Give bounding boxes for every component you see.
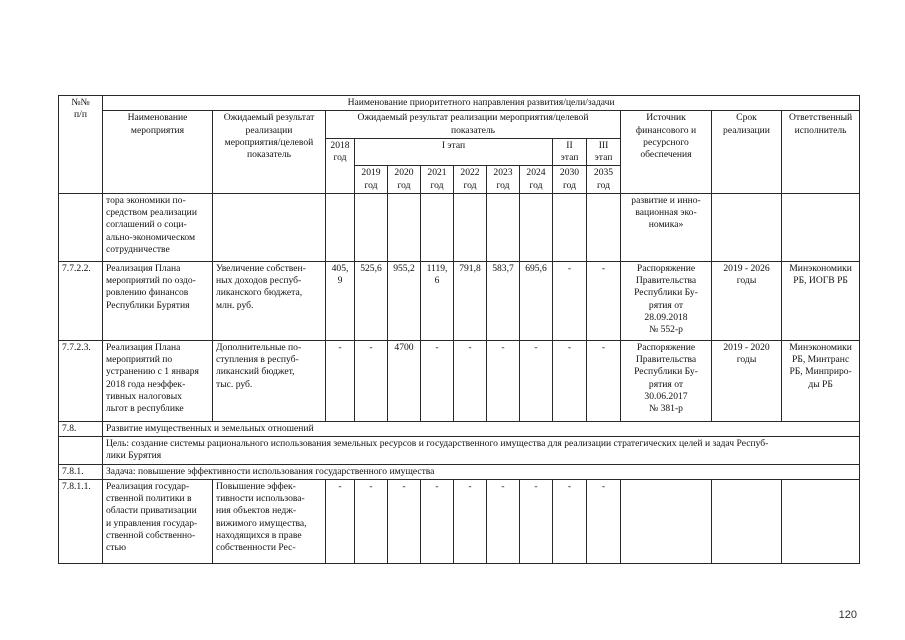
row-value [454, 193, 487, 261]
row-term [712, 479, 782, 563]
row-value: - [421, 479, 454, 563]
section-row [59, 421, 860, 436]
header-year: 2020 год [388, 166, 421, 194]
row-num: 7.8.1.1. [59, 479, 103, 563]
row-value: - [487, 479, 520, 563]
row-value: - [553, 479, 587, 563]
header-stage-1: I этап [355, 138, 553, 166]
row-responsible [782, 479, 860, 563]
row-value: 583,7 [487, 261, 520, 340]
row-value: - [520, 340, 553, 421]
row-source: развитие и инно- вационная эко- номика» [621, 193, 712, 261]
row-value: - [454, 340, 487, 421]
row-value [355, 193, 388, 261]
table-row [59, 340, 860, 421]
row-term: 2019 - 2020 годы [712, 340, 782, 421]
row-value [587, 193, 621, 261]
row-result: Увеличение собствен- ных доходов респуб- ликанского бюджета, млн. руб. [213, 261, 326, 340]
row-event-name: Реализация государ- ственной политики в области приватизации и управления государ- ственной собственно- стью [103, 479, 213, 563]
row-value: - [355, 479, 388, 563]
row-value: - [421, 340, 454, 421]
task-row [59, 464, 860, 479]
header-year-2018: 2018 год [326, 138, 355, 193]
row-term [712, 193, 782, 261]
row-value: 955,2 [388, 261, 421, 340]
row-value: 525,6 [355, 261, 388, 340]
row-value: 4700 [388, 340, 421, 421]
row-responsible: Минэкономики РБ, ИОГВ РБ [782, 261, 860, 340]
row-event-name: тора экономики по- средством реализации соглашений о соци- ально-экономическом сотрудничестве [103, 193, 213, 261]
row-result [213, 193, 326, 261]
header-responsible: Ответственный исполнитель [782, 111, 860, 194]
row-responsible [782, 193, 860, 261]
row-value [421, 193, 454, 261]
header-year: 2035 год [587, 166, 621, 194]
row-source: Распоряжение Правительства Республики Бу- рятия от 30.06.2017 № 381-р [621, 340, 712, 421]
row-source [621, 479, 712, 563]
goal-num [59, 437, 103, 465]
section-num: 7.8. [59, 421, 103, 436]
row-event-name: Реализация Плана мероприятий по оздо- ровлению финансов Республики Бурятия [103, 261, 213, 340]
task-num: 7.8.1. [59, 464, 103, 479]
row-value: - [587, 479, 621, 563]
row-num [59, 193, 103, 261]
header-stage-2: II этап [553, 138, 587, 166]
table-row [59, 479, 860, 563]
plan-table [58, 95, 860, 564]
header-year: 2022 год [454, 166, 487, 194]
row-responsible: Минэкономики РБ, Минтранс РБ, Минприро- ды РБ [782, 340, 860, 421]
row-value: - [520, 479, 553, 563]
row-value: - [388, 479, 421, 563]
header-row-2 [59, 111, 860, 139]
header-expected-result: Ожидаемый результат реализации мероприятия/целевой показатель [213, 111, 326, 194]
row-event-name: Реализация Плана мероприятий по устранению с 1 января 2018 года неэффек- тивных налоговых льгот в республике [103, 340, 213, 421]
header-year: 2021 год [421, 166, 454, 194]
row-value [326, 193, 355, 261]
row-value: - [326, 479, 355, 563]
row-num: 7.7.2.2. [59, 261, 103, 340]
header-stage-3: III этап [587, 138, 621, 166]
row-value: - [553, 261, 587, 340]
table-row [59, 261, 860, 340]
header-row-1 [59, 96, 860, 111]
row-value: - [587, 261, 621, 340]
row-source: Распоряжение Правительства Республики Бу- рятия от 28.09.2018 № 552-р [621, 261, 712, 340]
row-value [388, 193, 421, 261]
goal-row [59, 437, 860, 465]
header-term: Срок реализации [712, 111, 782, 194]
header-year: 2030 год [553, 166, 587, 194]
row-value: 791,8 [454, 261, 487, 340]
table-row [59, 193, 860, 261]
row-value: - [326, 340, 355, 421]
row-value: - [553, 340, 587, 421]
row-value [520, 193, 553, 261]
row-value [487, 193, 520, 261]
page-number: 120 [838, 609, 857, 621]
header-expected-effect: Ожидаемый результат реализации мероприятия/целевой показатель [326, 111, 621, 139]
row-value: 1119, 6 [421, 261, 454, 340]
row-value: 405, 9 [326, 261, 355, 340]
row-value [553, 193, 587, 261]
row-term: 2019 - 2026 годы [712, 261, 782, 340]
header-priority: Наименование приоритетного направления развития/цели/задачи [103, 96, 860, 111]
row-result: Повышение эффек- тивности использова- ния объектов недж- вижимого имущества, находящихся в праве собственности Рес- [213, 479, 326, 563]
row-value: - [355, 340, 388, 421]
header-num: №№ п/п [59, 96, 103, 194]
row-result: Дополнительные по- ступления в респуб- ликанский бюджет, тыс. руб. [213, 340, 326, 421]
row-value: - [454, 479, 487, 563]
section-title: Развитие имущественных и земельных отношений [103, 421, 860, 436]
header-year: 2019 год [355, 166, 388, 194]
header-year: 2023 год [487, 166, 520, 194]
row-value: 695,6 [520, 261, 553, 340]
row-value: - [587, 340, 621, 421]
task-text: Задача: повышение эффективности использования государственного имущества [103, 464, 860, 479]
header-event-name: Наименование мероприятия [103, 111, 213, 194]
header-source: Источник финансового и ресурсного обеспечения [621, 111, 712, 194]
goal-text: Цель: создание системы рационального использования земельных ресурсов и государственного имущества для реализации стратегических целей и задач Респуб- лики Бурятия [103, 437, 860, 465]
header-year: 2024 год [520, 166, 553, 194]
row-value: - [487, 340, 520, 421]
row-num: 7.7.2.3. [59, 340, 103, 421]
